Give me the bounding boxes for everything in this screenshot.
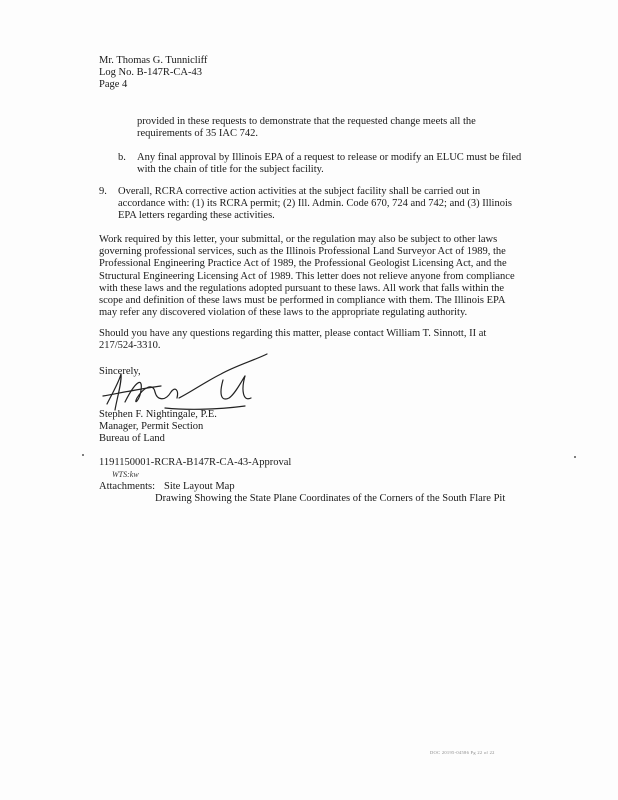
work-paragraph: [99, 234, 515, 319]
item-9-marker: 9.: [99, 186, 107, 197]
reference-number: 1191150001-RCRA-B147R-CA-43-Approval: [99, 457, 292, 468]
initials: WTS:kw: [112, 470, 139, 479]
work-line: Professional Engineering Practice Act of 1989, the Professional Geologist Licensing Act, and the: [99, 258, 507, 270]
item-9-text: [118, 186, 512, 223]
attachments-label: Attachments:: [99, 481, 155, 492]
scan-speck: [574, 456, 576, 458]
work-line: governing professional services, such as the Illinois Professional Land Surveyor Act of 1989, the: [99, 246, 506, 258]
work-line: scope and definition of these laws must be performed in compliance with them. The Illinois EPA: [99, 295, 506, 307]
item-b-line: with the chain of title for the subject facility.: [137, 164, 324, 176]
continuation-text: [137, 116, 476, 140]
item-9-line: Overall, RCRA corrective action activities at the subject facility shall be carried out in: [118, 186, 481, 197]
attachment-item: Site Layout Map: [164, 481, 235, 492]
item-b-text: [137, 152, 521, 176]
log-number: Log No. B-147R-CA-43: [99, 67, 202, 78]
questions-line: 217/524-3310.: [99, 340, 161, 352]
attachment-item: Drawing Showing the State Plane Coordinates of the Corners of the South Flare Pit: [155, 493, 506, 504]
item-9-line: EPA letters regarding these activities.: [118, 210, 275, 222]
item-b-marker: b.: [118, 152, 126, 163]
page-number: Page 4: [99, 79, 128, 90]
item-9-line: accordance with: (1) its RCRA permit; (2) Ill. Admin. Code 670, 724 and 742; and (3) Illinois: [118, 198, 512, 210]
scan-speck: [82, 454, 84, 456]
work-line: Work required by this letter, your submittal, or the regulation may also be subject to other laws: [99, 234, 498, 245]
work-line: with these laws and the regulations adopted pursuant to these laws. All work that falls within the: [99, 282, 505, 294]
item-b-line: Any final approval by Illinois EPA of a request to release or modify an ELUC must be filed: [137, 152, 522, 163]
signer-bureau: Bureau of Land: [99, 433, 165, 444]
questions-paragraph: [99, 328, 486, 352]
footer-stamp: DOC 20195-04586 Pg 22 of 22: [430, 750, 495, 755]
work-line: Structural Engineering Licensing Act of 1989. This letter does not relieve anyone from compliance: [99, 270, 515, 282]
questions-line: Should you have any questions regarding this matter, please contact William T. Sinnott, II at: [99, 328, 487, 339]
closing-salutation: Sincerely,: [99, 366, 141, 377]
continuation-line: requirements of 35 IAC 742.: [137, 128, 259, 140]
signer-title: Manager, Permit Section: [99, 421, 204, 432]
recipient-name: Mr. Thomas G. Tunnicliff: [99, 55, 208, 66]
continuation-line: provided in these requests to demonstrate that the requested change meets all the: [137, 116, 476, 127]
work-line: may refer any discovered violation of these laws to the appropriate regulating authority.: [99, 307, 468, 319]
signer-name: Stephen F. Nightingale, P.E.: [99, 409, 217, 420]
